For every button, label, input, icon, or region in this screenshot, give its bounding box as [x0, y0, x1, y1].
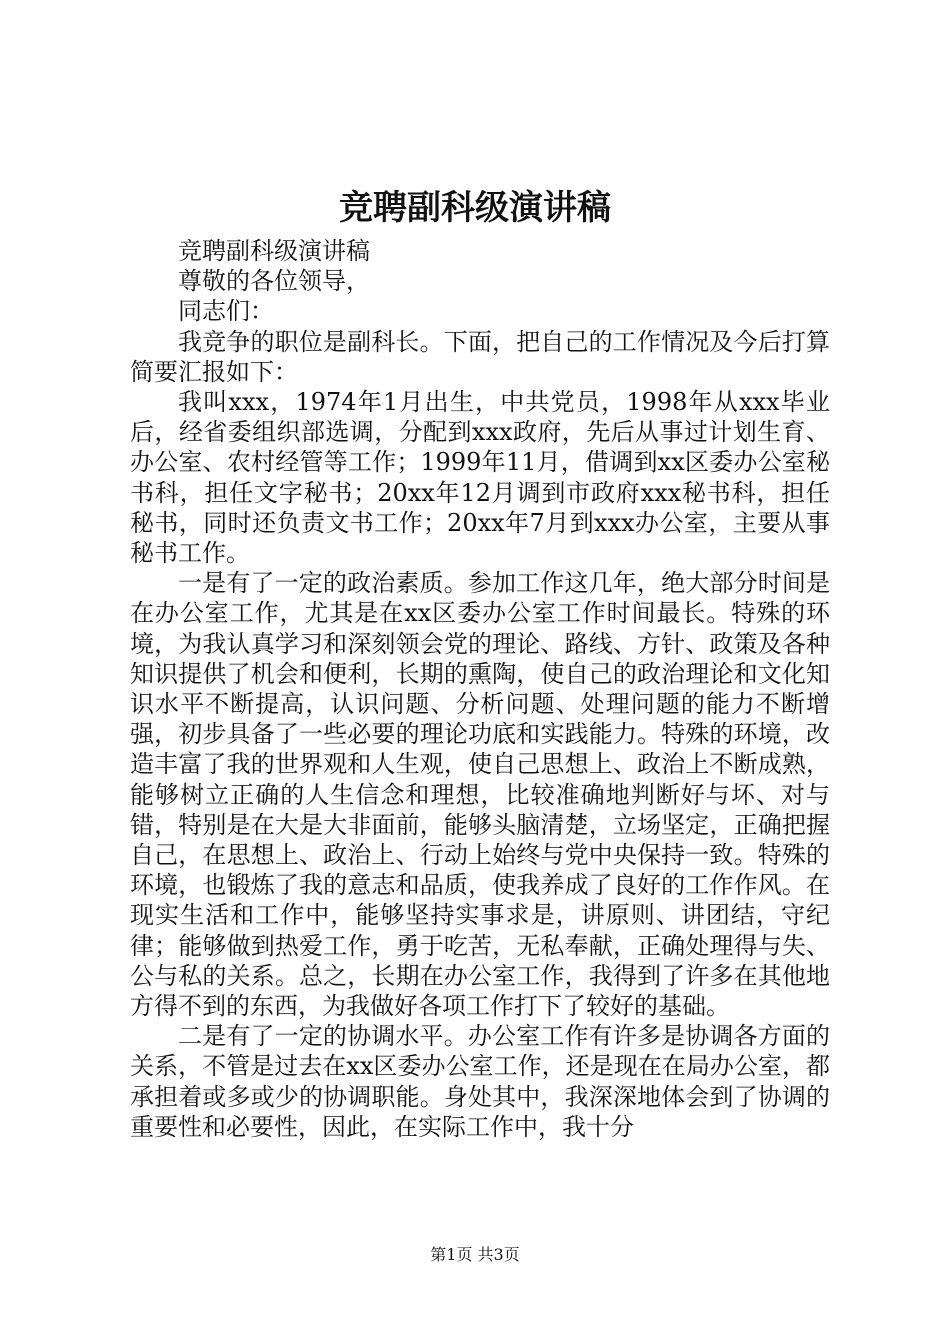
paragraph-coordination: 二是有了一定的协调水平。办公室工作有许多是协调各方面的关系，不管是过去在xx区委办公室工作，还是现在在局办公室，都承担着或多或少的协调职能。身处其中，我深深地体会到了协调的重要性和必要性，因此，在实际工作中，我十分 [130, 1022, 830, 1141]
document-body [130, 236, 830, 1142]
paragraph-political-quality: 一是有了一定的政治素质。参加工作这几年，绝大部分时间是在办公室工作，尤其是在xx区委办公室工作时间最长。特殊的环境，为我认真学习和深刻领会党的理论、路线、方针、政策及各种知识提供了机会和便利，长期的熏陶，使自己的政治理论和文化知识水平不断提高，认识问题、分析问题、处理问题的能力不断增强，初步具备了一些必要的理论功底和实践能力。特殊的环境，改造丰富了我的世界观和人生观，使自己思想上、政治上不断成熟，能够树立正确的人生信念和理想，比较准确地判断好与坏、对与错，特别是在大是大非面前，能够头脑清楚，立场坚定，正确把握自己，在思想上、政治上、行动上始终与党中央保持一致。特殊的环境，也锻炼了我的意志和品质，使我养成了良好的工作作风。在现实生活和工作中，能够坚持实事求是，讲原则、讲团结，守纪律；能够做到热爱工作，勇于吃苦，无私奉献，正确处理得与失、公与私的关系。总之，长期在办公室工作，我得到了许多在其他地方得不到的东西，为我做好各项工作打下了较好的基础。 [130, 569, 830, 1021]
paragraph-greeting: 同志们： [178, 297, 274, 326]
paragraph-heading-repeat: 竞聘副科级演讲稿 [178, 237, 370, 265]
paragraph-background: 我叫xxx，1974年1月出生，中共党员，1998年从xxx毕业后，经省委组织部选调，分配到xxx政府，先后从事过计划生育、办公室、农村经管等工作；1999年11月，借调到xx区委办公室秘书科，担任文字秘书；20xx年12月调到市政府xxx秘书科，担任秘书，同时还负责文书工作；20xx年7月到xxx办公室，主要从事秘书工作。 [130, 388, 830, 568]
page-number-footer: 第1页 共3页 [430, 1245, 520, 1264]
paragraph-salutation: 尊敬的各位领导， [178, 267, 370, 296]
paragraph-intro: 我竞争的职位是副科长。下面，把自己的工作情况及今后打算简要汇报如下： [130, 327, 830, 386]
document-title: 竞聘副科级演讲稿 [339, 188, 611, 228]
